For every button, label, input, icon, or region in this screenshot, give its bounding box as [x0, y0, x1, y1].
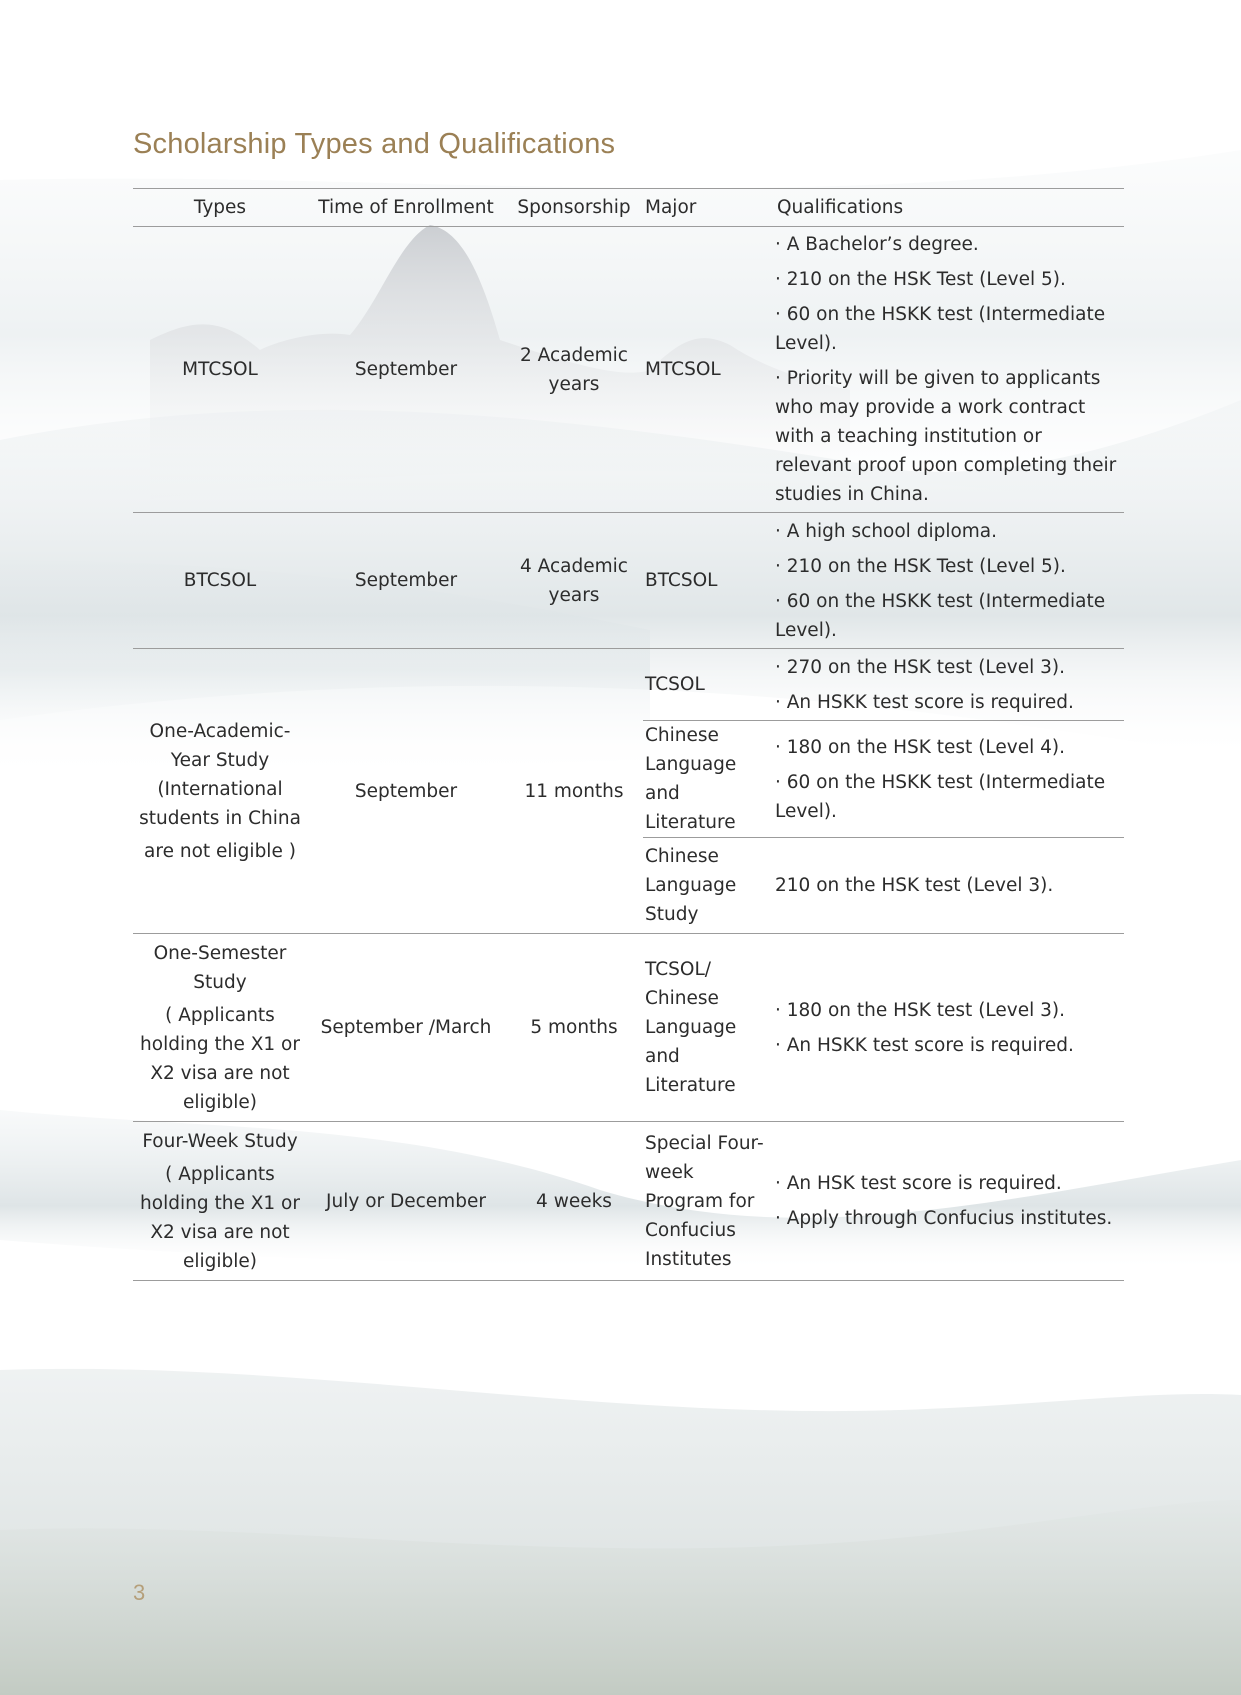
qualification-item: · 270 on the HSK test (Level 3). [775, 656, 1065, 678]
qualification-item: · 60 on the HSKK test (Intermediate Level). [775, 590, 1106, 641]
header-major: Major [645, 197, 697, 218]
header-qualifications: Qualifications [777, 197, 904, 218]
header-time-of-enrollment: Time of Enrollment [318, 197, 494, 218]
type-label: Four-Week Study [142, 1130, 298, 1152]
cell-sponsorship: 2 Academic years [520, 344, 628, 395]
cell-major: Special Four-week Program for Confucius Institutes [645, 1132, 764, 1270]
qualification-item: · An HSKK test score is required. [775, 1034, 1074, 1056]
table-header-row [133, 189, 1124, 227]
header-sponsorship: Sponsorship [517, 197, 631, 218]
cell-sponsorship: 4 weeks [536, 1190, 612, 1212]
table-row-mtcsol [133, 227, 1124, 513]
scholarship-table-container [133, 188, 1124, 1281]
cell-major: BTCSOL [645, 570, 718, 591]
cell-qualifications [775, 838, 1124, 934]
header-types: Types [193, 197, 247, 218]
qualification-item: · 60 on the HSKK test (Intermediate Level). [775, 304, 1106, 354]
cell-major: MTCSOL [645, 359, 721, 380]
cell-major: Chinese Language Study [643, 838, 775, 934]
cell-major: TCSOL [643, 649, 775, 721]
cell-qualifications [775, 227, 1124, 513]
cell-sponsorship: 5 months [530, 1017, 618, 1038]
scholarship-table [133, 188, 1124, 1281]
qualification-item: · 180 on the HSK test (Level 3). [775, 999, 1065, 1021]
cell-time: July or December [326, 1190, 486, 1212]
qualification-item: · 210 on the HSK Test (Level 5). [775, 555, 1066, 577]
cell-type [133, 649, 307, 934]
cell-time: September [354, 570, 458, 591]
table-row-one-year-tcsol [133, 649, 1124, 721]
cell-qualifications [775, 649, 1124, 721]
qualification-item: · Priority will be given to applicants who may provide a work contract with a teaching institution or relevant proof upon completing their studies in China. [775, 368, 1117, 505]
qualification-item: · A high school diploma. [775, 520, 998, 542]
cell-type: BTCSOL [183, 570, 257, 591]
qualification-item: 210 on the HSK test (Level 3). [775, 875, 1054, 896]
page-title: Scholarship Types and Qualifications [133, 128, 616, 160]
cell-qualifications [775, 1122, 1124, 1281]
cell-type [133, 934, 307, 1122]
cell-type: MTCSOL [182, 359, 258, 380]
cell-time: September /March [320, 1017, 492, 1038]
cell-major: Chinese Language and Literature [643, 721, 775, 838]
qualification-item: · An HSK test score is required. [775, 1173, 1062, 1194]
table-row-four-week [133, 1122, 1124, 1281]
qualification-item: · 210 on the HSK Test (Level 5). [775, 269, 1066, 290]
cell-time: September [307, 649, 505, 934]
cell-qualifications [775, 721, 1124, 838]
cell-sponsorship: 4 Academic years [520, 555, 628, 606]
type-note: are not eligible ) [144, 840, 296, 862]
type-note: ( Applicants holding the X1 or X2 visa are not eligible) [140, 1163, 300, 1272]
cell-type [133, 1122, 307, 1281]
type-label: One-Academic-Year Study (International students in China [139, 720, 301, 829]
cell-qualifications [775, 513, 1124, 649]
qualification-item: · An HSKK test score is required. [775, 691, 1074, 713]
qualification-item: · Apply through Confucius institutes. [775, 1208, 1113, 1229]
qualification-item: · A Bachelor’s degree. [775, 234, 979, 255]
table-row-one-semester [133, 934, 1124, 1122]
cell-qualifications [775, 934, 1124, 1122]
qualification-item: · 180 on the HSK test (Level 4). [775, 736, 1065, 758]
cell-sponsorship: 11 months [505, 649, 643, 934]
cell-major: TCSOL/ Chinese Language and Literature [645, 959, 737, 1096]
cell-time: September [354, 359, 458, 380]
page-number: 3 [133, 1580, 146, 1605]
qualification-item: · 60 on the HSKK test (Intermediate Level). [775, 771, 1106, 822]
type-label: One-Semester Study [153, 942, 287, 993]
table-row-btcsol [133, 513, 1124, 649]
type-note: ( Applicants holding the X1 or X2 visa are not eligible) [140, 1004, 300, 1113]
